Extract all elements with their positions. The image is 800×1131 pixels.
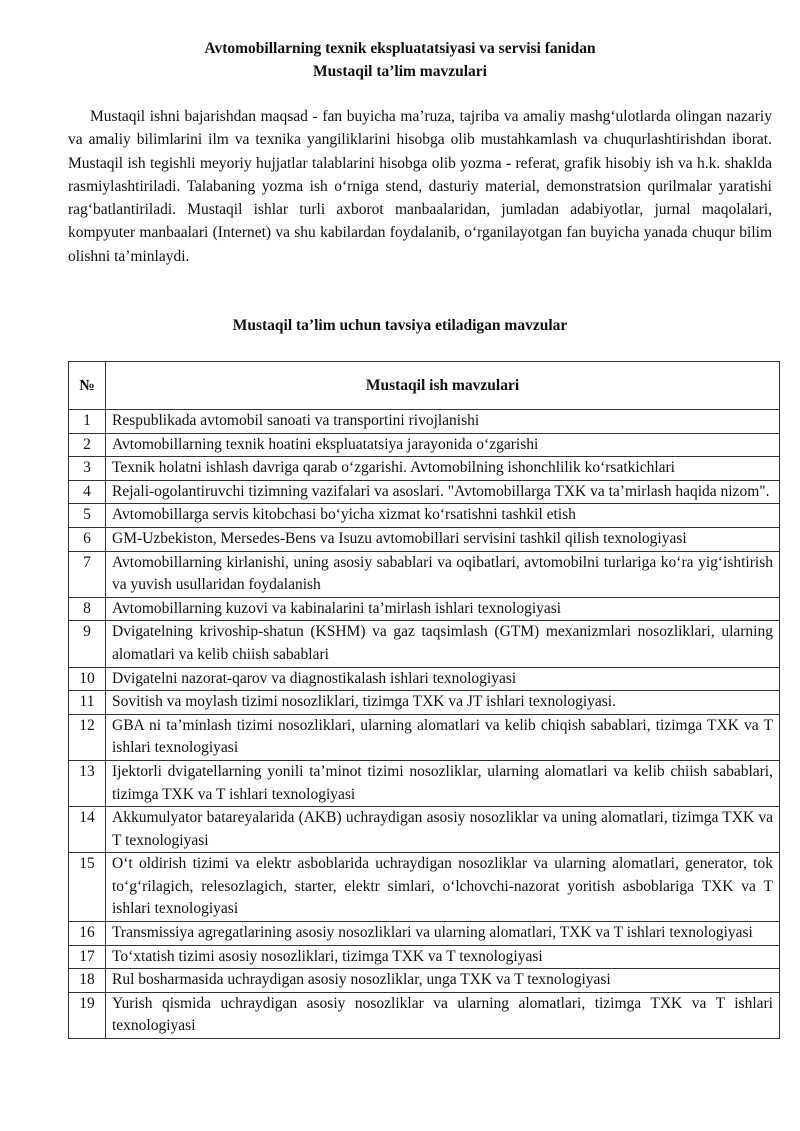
header-number: № (69, 362, 106, 410)
row-number: 10 (69, 667, 106, 691)
row-number: 4 (69, 480, 106, 504)
row-number: 7 (69, 551, 106, 597)
row-number: 17 (69, 945, 106, 969)
table-row (69, 945, 780, 969)
row-number: 18 (69, 969, 106, 993)
table-row (69, 480, 780, 504)
row-topic: Transmissiya agregatlarining asosiy nosozliklari va ularning alomatlari, TXK va T ishlari texnologiyasi (106, 922, 780, 946)
row-number: 14 (69, 807, 106, 853)
row-number: 2 (69, 433, 106, 457)
row-topic: Avtomobillarning texnik hoatini ekspluatatsiya jarayonida o‘zgarishi (106, 433, 780, 457)
table-row (69, 714, 780, 760)
table-header-row (69, 362, 780, 410)
table-row (69, 992, 780, 1038)
row-topic: Rejali-ogolantiruvchi tizimning vazifalari va asoslari. "Avtomobillarga TXK va ta’mirlash haqida nizom". (106, 480, 780, 504)
row-topic: Texnik holatni ishlash davriga qarab o‘zgarishi. Avtomobilning ishonchlilik ko‘rsatkichlari (106, 457, 780, 481)
table-caption: Mustaqil ta’lim uchun tavsiya etiladigan mavzular (232, 317, 568, 334)
header-topic: Mustaqil ish mavzulari (106, 362, 780, 410)
row-topic: Ijektorli dvigatellarning yonili ta’minot tizimi nosozliklar, ularning alomatlari va kelib chiish sabablari, tizimga TXK va T ishlari texnologiyasi (106, 760, 780, 806)
row-topic: Yurish qismida uchraydigan asosiy nosozliklar va ularning alomatlari, tizimga TXK va T ishlari texnologiyasi (106, 992, 780, 1038)
row-number: 16 (69, 922, 106, 946)
table-row (69, 457, 780, 481)
row-topic: GM-Uzbekiston, Mersedes-Bens va Isuzu avtomobillari servisini tashkil qilish texnologiyasi (106, 527, 780, 551)
row-topic: Avtomobillarga servis kitobchasi bo‘yicha xizmat ko‘rsatishni tashkil etish (106, 504, 780, 528)
row-topic: O‘t oldirish tizimi va elektr asboblarida uchraydigan nosozliklar va ularning alomatlari, generator, tok to‘g‘rilagich, relesozlagich, starter, elektr simlari, o‘lchovchi-nazorat yoritish asboblariga TXK va T ishlari texnologiyasi (106, 853, 780, 922)
row-number: 3 (69, 457, 106, 481)
row-topic: Akkumulyator batareyalarida (AKB) uchraydigan asosiy nosozliklar va uning alomatlari, tizimga TXK va T texnologiyasi (106, 807, 780, 853)
table-row (69, 504, 780, 528)
row-topic: Avtomobillarning kirlanishi, uning asosiy sabablari va oqibatlari, avtomobilni turlariga ko‘ra yig‘ishtirish va yuvish usullaridan foydalanish (106, 551, 780, 597)
row-topic: GBA ni ta’minlash tizimi nosozliklari, ularning alomatlari va kelib chiqish sabablari, tizimga TXK va T ishlari texnologiyasi (106, 714, 780, 760)
row-number: 15 (69, 853, 106, 922)
row-topic: Avtomobillarning kuzovi va kabinalarini ta’mirlash ishlari texnologiyasi (106, 597, 780, 621)
row-number: 8 (69, 597, 106, 621)
row-number: 13 (69, 760, 106, 806)
row-number: 1 (69, 410, 106, 434)
table-row (69, 551, 780, 597)
row-topic: Rul bosharmasida uchraydigan asosiy nosozliklar, unga TXK va T texnologiyasi (106, 969, 780, 993)
row-topic: Sovitish va moylash tizimi nosozliklari, tizimga TXK va JT ishlari texnologiyasi. (106, 691, 780, 715)
table-row (69, 691, 780, 715)
row-topic: Dvigatelning krivoship-shatun (KSHM) va gaz taqsimlash (GTM) mexanizmlari nosozliklari, ularning alomatlari va kelib chiish sabablari (106, 621, 780, 667)
row-number: 6 (69, 527, 106, 551)
table-row (69, 807, 780, 853)
row-number: 19 (69, 992, 106, 1038)
document-subtitle: Mustaqil ta’lim mavzulari (313, 63, 487, 80)
row-topic: To‘xtatish tizimi asosiy nosozliklari, tizimga TXK va T texnologiyasi (106, 945, 780, 969)
table-row (69, 597, 780, 621)
table-row (69, 621, 780, 667)
table-row (69, 433, 780, 457)
table-row (69, 969, 780, 993)
table-row (69, 410, 780, 434)
row-topic: Dvigatelni nazorat-qarov va diagnostikalash ishlari texnologiyasi (106, 667, 780, 691)
table-row (69, 667, 780, 691)
row-number: 12 (69, 714, 106, 760)
row-topic: Respublikada avtomobil sanoati va transportini rivojlanishi (106, 410, 780, 434)
table-row (69, 922, 780, 946)
intro-paragraph: Mustaqil ishni bajarishdan maqsad - fan buyicha ma’ruza, tajriba va amaliy mashg‘ulotlarda olingan nazariy va amaliy bilimlarini ilm va texnika yangiliklarini hisobga olib mustahkamlash va chuqurlashtirishdan iborat. Mustaqil ish tegishli meyoriy hujjatlar talablarini hisobga olib yozma - referat, grafik hisobiy ish va h.k. shaklda rasmiylashtiriladi. Talabaning yozma ish o‘rniga stend, dasturiy material, demonstratsion qurilmalar yaratishi rag‘batlantiriladi. Mustaqil ishlar turli axborot manbaalaridan, jumladan adabiyotlar, jurnal maqolalari, kompyuter manbaalari (Internet) va shu kabilardan foydalanib, o‘rganilayotgan fan buyicha yanada chuqur bilim olishni ta’minlaydi. (68, 108, 772, 265)
document-title: Avtomobillarning texnik ekspluatatsiyasi va servisi fanidan (204, 40, 596, 57)
table-row (69, 760, 780, 806)
table-row (69, 527, 780, 551)
row-number: 11 (69, 691, 106, 715)
row-number: 5 (69, 504, 106, 528)
topics-table (68, 361, 780, 1039)
table-row (69, 853, 780, 922)
row-number: 9 (69, 621, 106, 667)
